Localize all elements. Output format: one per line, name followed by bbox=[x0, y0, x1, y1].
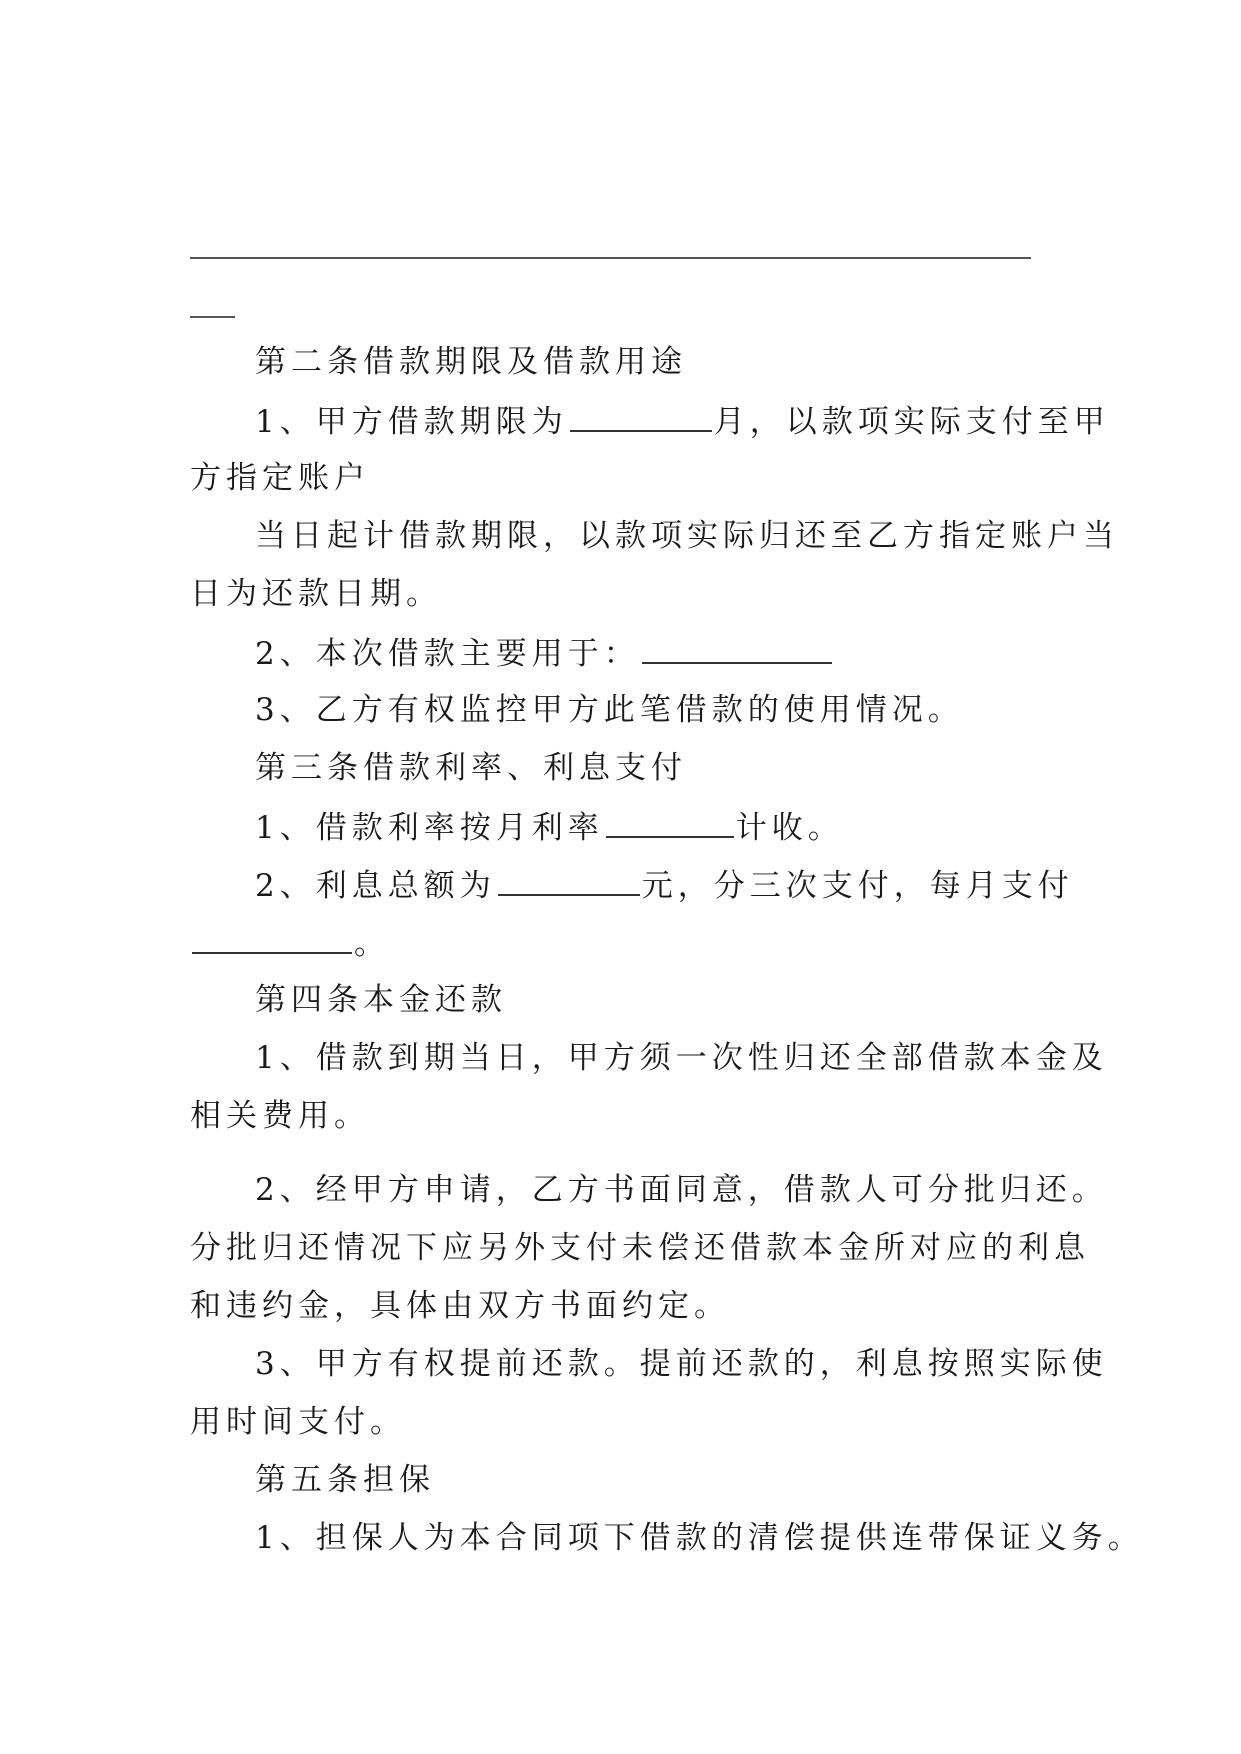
clause-3-2-cont bbox=[190, 922, 390, 964]
article-5-heading: 第五条担保 bbox=[255, 1462, 435, 1498]
clause-4-3: 3、甲方有权提前还款。提前还款的，利息按照实际使 bbox=[255, 1346, 1108, 1382]
text: 1、借款利率按月利率 bbox=[255, 810, 604, 846]
text: 1、甲方借款期限为 bbox=[255, 404, 568, 440]
blank-rule-short bbox=[190, 316, 235, 318]
blank-purpose bbox=[642, 632, 832, 664]
blank-rate bbox=[606, 806, 734, 838]
clause-2-1-cont: 方指定账户 bbox=[190, 460, 370, 496]
blank-total-interest bbox=[498, 864, 640, 896]
article-2-heading: 第二条借款期限及借款用途 bbox=[255, 344, 687, 380]
blank-monthly-payment bbox=[192, 922, 352, 954]
clause-4-2: 2、经甲方申请，乙方书面同意，借款人可分批归还。 bbox=[255, 1172, 1108, 1208]
clause-4-2-cont2: 和违约金，具体由双方书面约定。 bbox=[190, 1288, 730, 1324]
clause-2-1 bbox=[255, 400, 1110, 442]
text: 月，以款项实际支付至甲 bbox=[713, 404, 1110, 440]
clause-2-1b: 当日起计借款期限，以款项实际归还至乙方指定账户当 bbox=[255, 518, 1119, 554]
clause-4-3-cont: 用时间支付。 bbox=[190, 1404, 406, 1440]
text: 2、利息总额为 bbox=[255, 868, 496, 904]
clause-3-2 bbox=[255, 864, 1074, 906]
clause-2-2 bbox=[255, 632, 834, 674]
clause-2-1b-cont: 日为还款日期。 bbox=[190, 576, 442, 612]
clause-4-1: 1、借款到期当日，甲方须一次性归还全部借款本金及 bbox=[255, 1040, 1108, 1076]
text: 。 bbox=[354, 926, 390, 962]
blank-rule-long bbox=[190, 257, 1031, 259]
text: 2、本次借款主要用于： bbox=[255, 636, 640, 672]
clause-5-1: 1、担保人为本合同项下借款的清偿提供连带保证义务。 bbox=[255, 1520, 1144, 1556]
clause-4-2-cont1: 分批归还情况下应另外支付未偿还借款本金所对应的利息 bbox=[190, 1230, 1090, 1266]
clause-2-3: 3、乙方有权监控甲方此笔借款的使用情况。 bbox=[255, 692, 964, 728]
clause-4-1-cont: 相关费用。 bbox=[190, 1098, 370, 1134]
article-3-heading: 第三条借款利率、利息支付 bbox=[255, 750, 687, 786]
clause-3-1 bbox=[255, 806, 844, 848]
text: 元，分三次支付，每月支付 bbox=[641, 868, 1074, 904]
blank-months bbox=[570, 400, 712, 432]
text: 计收。 bbox=[735, 810, 844, 846]
article-4-heading: 第四条本金还款 bbox=[255, 982, 507, 1018]
